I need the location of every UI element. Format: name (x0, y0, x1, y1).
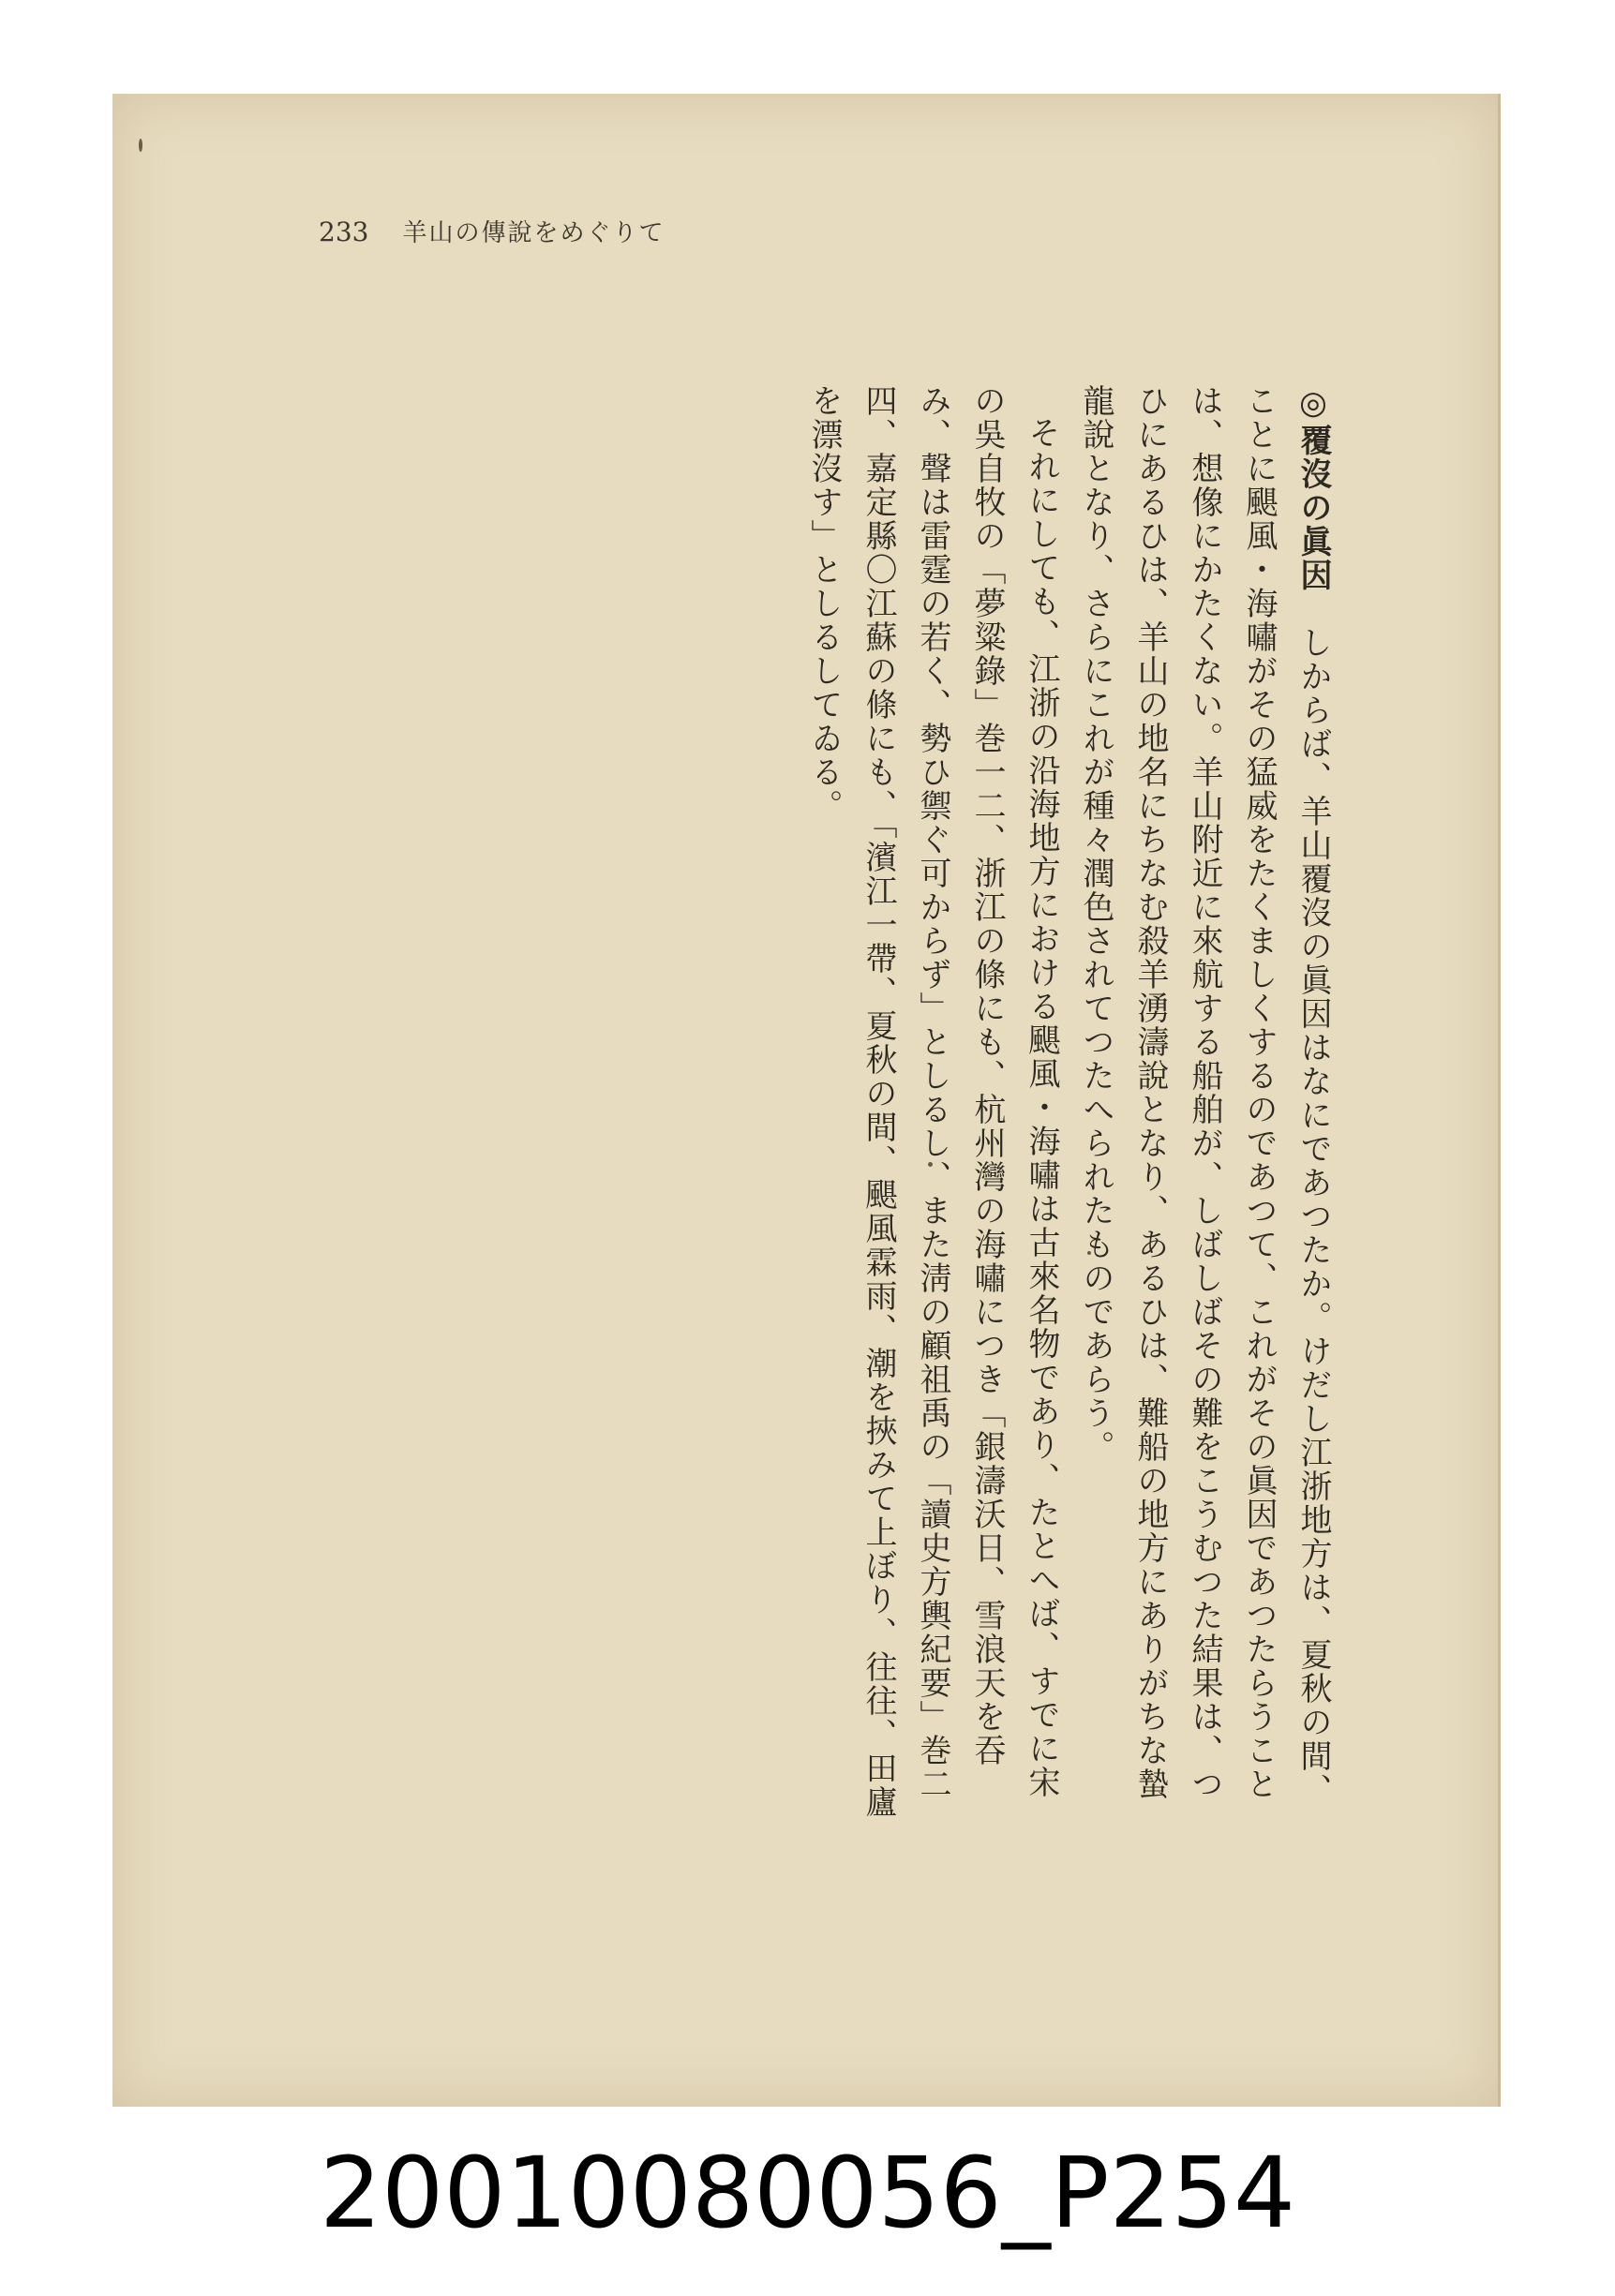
section-heading: ◎覆沒の眞因 (1294, 384, 1332, 592)
paragraph (797, 384, 1069, 1827)
running-header-title: 羊山の傳說をめぐりて (402, 219, 665, 247)
image-id-caption: 20010080056_P254 (319, 2136, 1296, 2250)
page-number: 233 (319, 216, 369, 247)
paragraph-text: それにしても、江浙の沿海地方における颶風・海嘯は古來名物であり、たとへば、すでに宋の吳自牧の「夢粱錄」巻一二、浙江の條にも、杭州灣の海嘯につき「銀濤沃日、雪浪天を吞み、聲は雷霆の若く、勢ひ禦ぐ可からず」としるし、また淸の顧祖禹の「讀史方輿紀要」巻二四、嘉定縣〇江蘇の條にも、「濱江一帶、夏秋の間、颶風霖雨、潮を挾みて上ぼり、往往、田廬を漂沒す」としるしてゐる。 (805, 384, 1060, 1819)
paragraph (1069, 384, 1340, 1827)
running-header (319, 214, 975, 259)
body-text (581, 384, 1340, 1827)
paragraph-text: しからば、羊山覆沒の眞因はなにであつたか。けだし江浙地方は、夏秋の間、ことに颶風・海嘯がその猛威をたくましくするのであつて、これがその眞因であつたらうことは、想像にかたくない。羊山附近に來航する船舶が、しばしばその難をこうむつた結果は、つひにあるひは、羊山の地名にちなむ殺羊湧濤說となり、あるひは、難船の地方にありがちな蟄龍說となり、さらにこれが種々潤色されてつたへられたものであらう。 (1077, 384, 1332, 1807)
ink-speck (139, 139, 142, 152)
